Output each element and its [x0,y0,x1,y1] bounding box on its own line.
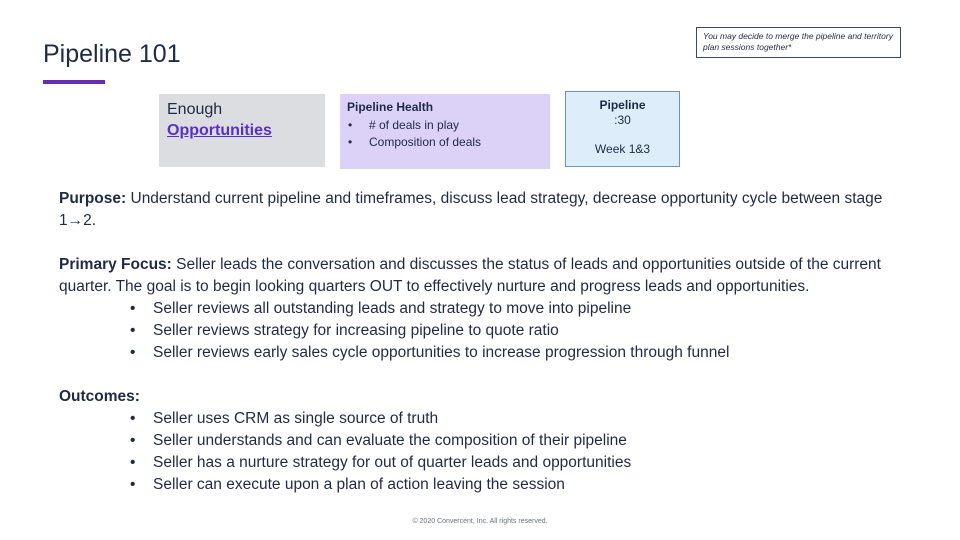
merge-note: You may decide to merge the pipeline and territory plan sessions together* [696,27,901,58]
purpose-label: Purpose: [59,190,127,207]
outcomes-list [59,408,909,496]
slide-title: Pipeline 101 [43,40,181,68]
pipeline-session-box [565,91,680,167]
session-weeks: Week 1&3 [594,142,651,156]
enough-label: Enough [167,101,223,118]
pipeline-session-heading: Pipeline [599,98,646,112]
list-item: • Seller understands and can evaluate the composition of their pipeline [59,430,909,452]
primary-focus-label: Primary Focus: [59,256,172,273]
enough-opportunities-box [159,94,325,167]
title-accent-bar [43,80,105,84]
pipeline-health-heading: Pipeline Health [347,100,434,114]
pipeline-health-list [347,117,543,151]
session-duration: :30 [614,113,631,127]
primary-focus-list [59,298,909,364]
opportunities-link[interactable]: Opportunities [167,122,272,139]
purpose-text: Understand current pipeline and timeframes, discuss lead strategy, decrease opportunity cycle between stage 1→2. [59,190,883,229]
copyright-footer: © 2020 Convercent, Inc. All rights reserved. [412,518,548,525]
list-item: • Seller has a nurture strategy for out of quarter leads and opportunities [59,452,909,474]
list-item: • Seller reviews all outstanding leads and strategy to move into pipeline [59,298,909,320]
list-item: • Seller can execute upon a plan of action leaving the session [59,474,909,496]
slide-body [59,188,909,496]
pipeline-health-item: • # of deals in play [347,117,543,134]
pipeline-health-item: • Composition of deals [347,134,543,151]
list-item: • Seller reviews early sales cycle opportunities to increase progression through funnel [59,342,909,364]
list-item: • Seller uses CRM as single source of truth [59,408,909,430]
purpose-paragraph [59,188,909,232]
pipeline-health-box [340,94,550,169]
primary-focus-paragraph [59,254,909,298]
primary-focus-text: Seller leads the conversation and discusses the status of leads and opportunities outside of the current quarter. The goal is to begin looking quarters OUT to effectively nurture and progress leads and opportunities. [59,256,881,295]
outcomes-label: Outcomes: [59,388,140,405]
list-item: • Seller reviews strategy for increasing pipeline to quote ratio [59,320,909,342]
